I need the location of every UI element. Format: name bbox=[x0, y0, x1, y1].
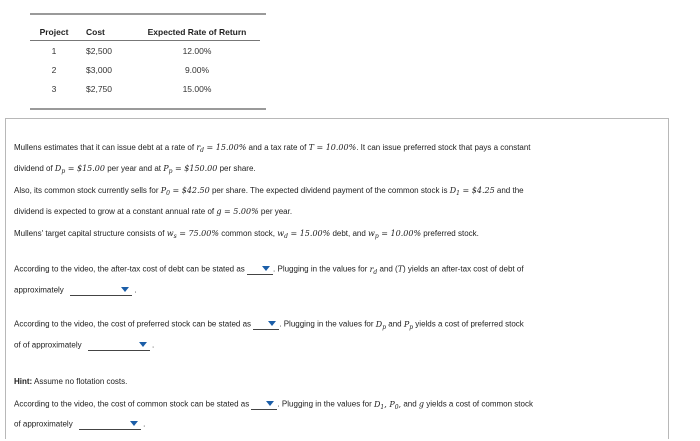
col-header-project: Project bbox=[30, 27, 78, 41]
question-after-tax-debt: According to the video, the after-tax cost of debt can be stated as . Plugging in the values for $r_d$ and (T) yields an after-tax cost of debt of bbox=[14, 264, 524, 276]
wd-value: 15.00% bbox=[299, 229, 331, 238]
chevron-down-icon bbox=[121, 287, 129, 292]
table-cell: $3,000 bbox=[86, 64, 112, 75]
table-row bbox=[30, 41, 260, 61]
d1-value: $4.25 bbox=[471, 186, 495, 195]
pp-value: $150.00 bbox=[184, 164, 218, 173]
ws-value: 75.00% bbox=[188, 229, 219, 238]
table-cell: 1 bbox=[51, 45, 57, 56]
paragraph-debt-preferred: Mullens estimates that it can issue debt at a rate of $r_d = 15.00\%$ and a tax rate of T = 10.00%. It can issue preferred stock that pays a constant dividend of $D_p$ = $15.00 per year and at $P_p$ = $150.00 per share. bbox=[14, 143, 531, 175]
project-table bbox=[30, 27, 260, 98]
table-row bbox=[30, 60, 260, 79]
table-cell: 3 bbox=[51, 83, 57, 94]
table-cell: 9.00% bbox=[184, 64, 210, 75]
answer-dropdown-debt[interactable] bbox=[70, 285, 132, 296]
col-header-return: Expected Rate of Return bbox=[134, 27, 260, 41]
answer-dropdown-common[interactable] bbox=[79, 419, 141, 430]
table-cell: $2,500 bbox=[86, 45, 112, 56]
dp-value: $15.00 bbox=[76, 164, 105, 173]
answer-dropdown-preferred[interactable] bbox=[88, 340, 150, 351]
table-cell: $2,750 bbox=[86, 83, 112, 94]
table-cell: 12.00% bbox=[182, 45, 212, 56]
table-header-row bbox=[30, 27, 260, 41]
question-preferred-stock-line2: of of approximately . bbox=[14, 340, 155, 350]
wp-value: 10.00% bbox=[390, 229, 422, 238]
question-common-stock: According to the video, the cost of common stock can be stated as . Plugging in the values for $D_1$, $P_0$, and g yields a cost of common stock bbox=[14, 399, 533, 411]
col-header-cost: Cost bbox=[78, 27, 134, 41]
paragraph-capital-structure: Mullens' target capital structure consists of $w_s = 75.00\%$ common stock, $w_d = 15.00\%$ debt, and $w_p = 10.00\%$ preferred stock. bbox=[14, 229, 479, 240]
table-cell: 15.00% bbox=[182, 83, 212, 94]
formula-dropdown-preferred[interactable] bbox=[253, 319, 279, 330]
question-preferred-stock: According to the video, the cost of preferred stock can be stated as . Plugging in the values for $D_p$ and $P_p$ yields a cost of preferred stock bbox=[14, 319, 524, 331]
hint-label: Hint: bbox=[14, 377, 33, 386]
chevron-down-icon bbox=[130, 421, 138, 426]
paragraph-common-stock: Also, its common stock currently sells for $P_0$ = $42.50 per share. The expected dividend payment of the common stock is $D_1$ = $4.25 and the dividend is expected to grow at a constant annual rate of g = 5.00% per year. bbox=[14, 186, 524, 216]
question-common-stock-line2: of approximately . bbox=[14, 419, 146, 429]
g-value: 5.00% bbox=[233, 207, 259, 216]
question-after-tax-debt-line2: approximately . bbox=[14, 285, 137, 295]
project-table-box bbox=[30, 13, 266, 110]
formula-dropdown-common[interactable] bbox=[251, 399, 277, 410]
chevron-down-icon bbox=[262, 266, 270, 271]
formula-dropdown-debt[interactable] bbox=[247, 264, 273, 275]
chevron-down-icon bbox=[266, 401, 274, 406]
hint-text: Hint: Assume no flotation costs. bbox=[14, 377, 128, 386]
p0-value: $42.50 bbox=[181, 186, 210, 195]
chevron-down-icon bbox=[268, 321, 276, 326]
table-row bbox=[30, 79, 260, 98]
chevron-down-icon bbox=[139, 342, 147, 347]
question-panel bbox=[5, 118, 669, 439]
tax-rate-value: 10.00% bbox=[325, 143, 357, 152]
rd-value: 15.00% bbox=[215, 143, 247, 152]
table-cell: 2 bbox=[51, 64, 57, 75]
